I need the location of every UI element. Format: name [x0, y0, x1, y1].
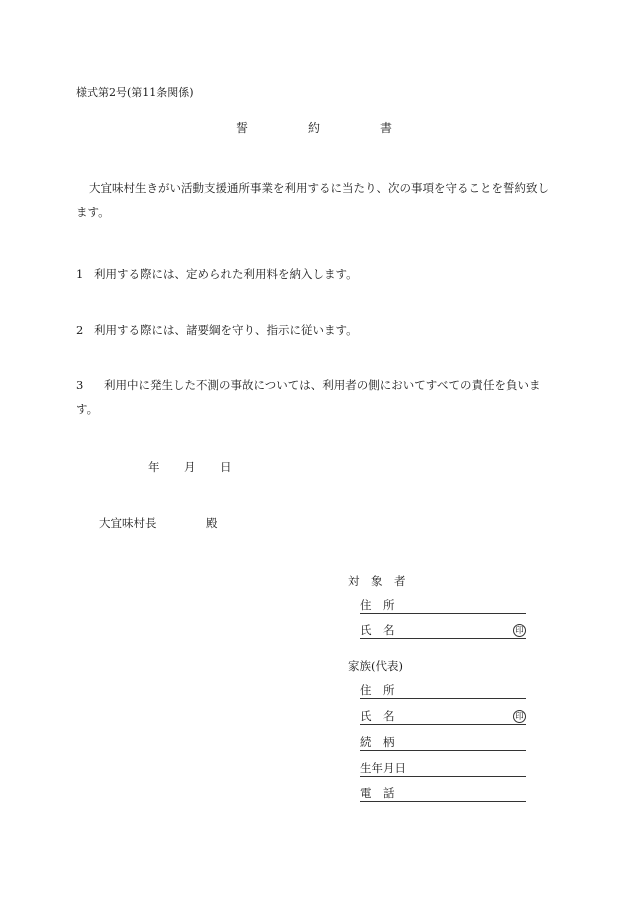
pledge-item-1	[76, 262, 358, 286]
subject-name-field[interactable]	[360, 622, 526, 639]
date-day: 日	[220, 460, 232, 474]
subject-heading: 対 象 者	[348, 574, 406, 588]
family-birthdate-field[interactable]	[360, 760, 526, 777]
title-char-2: 約	[308, 121, 321, 135]
addressee-name: 大宜味村長	[99, 516, 157, 530]
seal-mark-icon: 印	[513, 624, 526, 637]
family-phone-field[interactable]	[360, 785, 526, 802]
form-number: 様式第2号(第11条関係)	[76, 86, 194, 99]
date-month: 月	[184, 460, 196, 474]
field-label: 住 所	[360, 597, 395, 612]
item-text: 利用する際には、諸要綱を守り、指示に従います。	[94, 323, 358, 337]
family-relation-field[interactable]	[360, 734, 526, 751]
item-number: 2	[76, 323, 84, 337]
title-char-3: 書	[380, 121, 393, 135]
seal-mark-icon: 印	[513, 710, 526, 723]
field-label: 氏 名	[360, 622, 395, 637]
family-heading: 家族(代表)	[348, 659, 403, 673]
title-char-1: 誓	[236, 121, 249, 135]
field-label: 住 所	[360, 682, 395, 697]
date-year: 年	[148, 460, 160, 474]
family-address-field[interactable]	[360, 682, 526, 699]
addressee-honorific: 殿	[206, 516, 218, 530]
field-label: 電 話	[360, 785, 395, 800]
intro-paragraph: 大宜味村生きがい活動支援通所事業を利用するに当たり、次の事項を守ることを誓約致します。	[76, 181, 549, 219]
item-number: 1	[76, 267, 84, 281]
field-label: 氏 名	[360, 708, 395, 723]
addressee	[99, 516, 218, 530]
field-label: 続 柄	[360, 734, 395, 749]
item-text: 利用中に発生した不測の事故については、利用者の側においてすべての責任を負います。	[76, 378, 541, 416]
item-text: 利用する際には、定められた利用料を納入します。	[94, 267, 358, 281]
subject-address-field[interactable]	[360, 597, 526, 614]
pledge-item-2	[76, 318, 358, 342]
item-number: 3	[76, 378, 84, 392]
pledge-item-3	[76, 373, 556, 421]
family-name-field[interactable]	[360, 708, 526, 725]
date-line	[0, 462, 630, 476]
field-label: 生年月日	[360, 760, 406, 775]
